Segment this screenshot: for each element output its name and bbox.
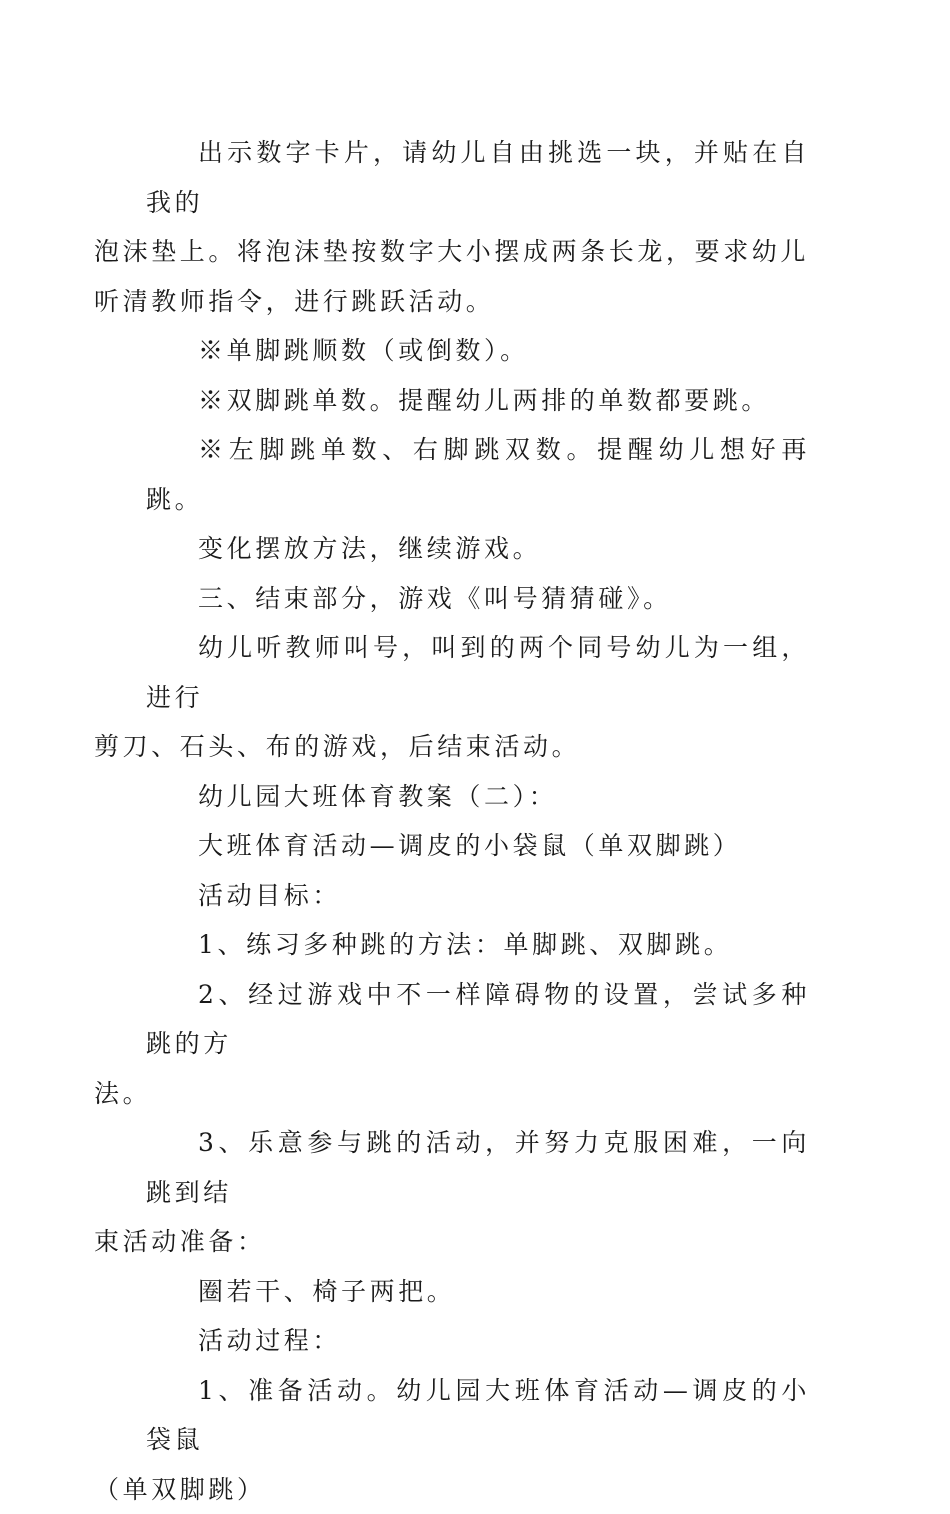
text-line: （单双脚跳）	[146, 1465, 810, 1514]
text-line: 3、乐意参与跳的活动，并努力克服困难，一向跳到结	[146, 1118, 810, 1217]
list-item	[146, 920, 810, 970]
text-line: 幼儿听教师叫号，叫到的两个同号幼儿为一组，进行	[146, 623, 810, 722]
paragraph	[146, 425, 810, 524]
text-line: ※单脚跳顺数（或倒数）。	[146, 326, 810, 376]
text-line: 三、结束部分，游戏《叫号猜猜碰》。	[146, 574, 810, 624]
paragraph	[146, 128, 810, 326]
text-line: ※左脚跳单数、右脚跳双数。提醒幼儿想好再跳。	[146, 425, 810, 524]
text-line: 听清教师指令，进行跳跃活动。	[146, 277, 810, 327]
text-line: 圈若干、椅子两把。	[146, 1267, 810, 1317]
list-item	[146, 1118, 810, 1267]
text-line: 出示数字卡片，请幼儿自由挑选一块，并贴在自我的	[146, 128, 810, 227]
text-line: ※双脚跳单数。提醒幼儿两排的单数都要跳。	[146, 376, 810, 426]
text-line: 活动目标：	[146, 871, 810, 921]
text-line: 1、准备活动。幼儿园大班体育活动—调皮的小袋鼠	[146, 1366, 810, 1465]
paragraph	[146, 623, 810, 772]
section-heading	[146, 1316, 810, 1366]
text-line: 泡沫垫上。将泡沫垫按数字大小摆成两条长龙，要求幼儿	[146, 227, 810, 277]
paragraph	[146, 1267, 810, 1317]
section-heading	[146, 574, 810, 624]
text-line: 2、经过游戏中不一样障碍物的设置，尝试多种跳的方	[146, 970, 810, 1069]
text-line: 活动过程：	[146, 1316, 810, 1366]
text-line: 法。	[146, 1069, 810, 1119]
text-line: 幼儿园大班体育教案（二）：	[146, 772, 810, 822]
text-line: 束活动准备：	[146, 1217, 810, 1267]
paragraph	[146, 524, 810, 574]
paragraph	[146, 376, 810, 426]
document-body	[146, 128, 810, 1514]
section-heading	[146, 871, 810, 921]
text-line: 1、练习多种跳的方法：单脚跳、双脚跳。	[146, 920, 810, 970]
document-subtitle	[146, 772, 810, 822]
text-line: 剪刀、石头、布的游戏，后结束活动。	[146, 722, 810, 772]
activity-title	[146, 821, 810, 871]
list-item	[146, 1366, 810, 1514]
paragraph	[146, 326, 810, 376]
list-item	[146, 970, 810, 1119]
text-line: 变化摆放方法，继续游戏。	[146, 524, 810, 574]
text-line: 大班体育活动—调皮的小袋鼠（单双脚跳）	[146, 821, 810, 871]
